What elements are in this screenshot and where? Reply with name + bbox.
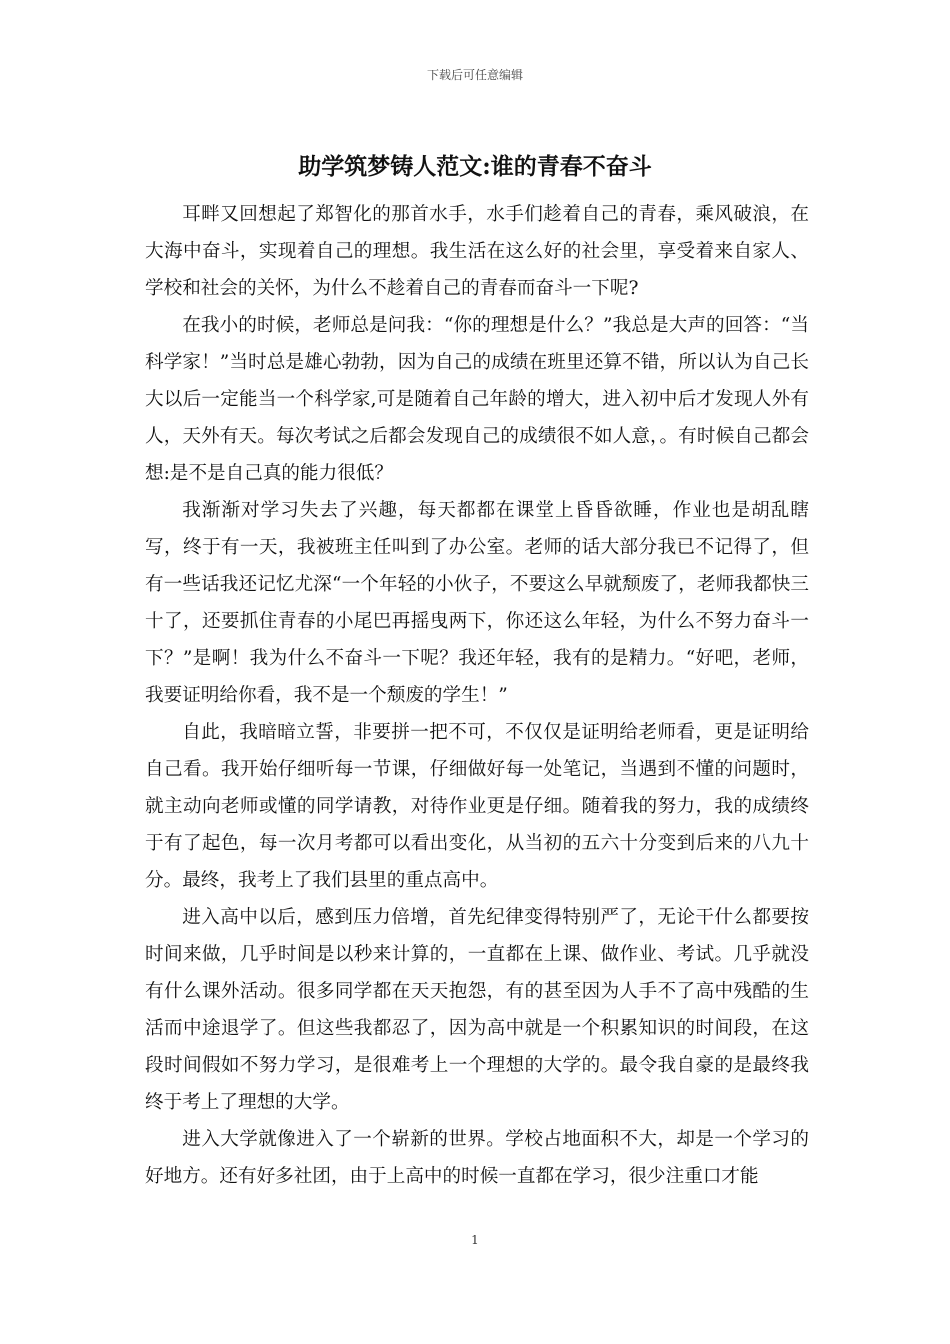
paragraph-3: 我渐渐对学习失去了兴趣，每天都都在课堂上昏昏欲睡，作业也是胡乱瞎写，终于有一天，我被班主任叫到了办公室。老师的话大部分我已不记得了，但有一些话我还记忆尤深“一个年轻的小伙子，不要这么早就颓废了，老师我都快三十了，还要抓住青春的小尾巴再摇曳两下，你还这么年轻，为什么不努力奋斗一下？”是啊！我为什么不奋斗一下呢？我还年轻，我有的是精力。“好吧，老师，我要证明给你看，我不是一个颓废的学生！” bbox=[145, 500, 809, 706]
document-body bbox=[145, 196, 809, 1195]
paragraph-5: 进入高中以后，感到压力倍增，首先纪律变得特别严了，无论干什么都要按时间来做，几乎时间是以秒来计算的，一直都在上课、做作业、考试。几乎就没有什么课外活动。很多同学都在天天抱怨，有的甚至因为人手不了高中残酷的生活而中途退学了。但这些我都忍了，因为高中就是一个积累知识的时间段，在这段时间假如不努力学习，是很难考上一个理想的大学的。最令我自豪的是最终我终于考上了理想的大学。 bbox=[145, 907, 809, 1113]
page-number: 1 bbox=[471, 1233, 479, 1247]
paragraph-2: 在我小的时候，老师总是问我：“你的理想是什么？”我总是大声的回答：“当科学家！”当时总是雄心勃勃，因为自己的成绩在班里还算不错，所以认为自己长大以后一定能当一个科学家,可是随着自己年龄的增大，进入初中后才发现人外有人，天外有天。每次考试之后都会发现自己的成绩很不如人意，。有时候自己都会想:是不是自己真的能力很低？ bbox=[145, 315, 809, 484]
paragraph-4: 自此，我暗暗立誓，非要拼一把不可，不仅仅是证明给老师看，更是证明给自己看。我开始仔细听每一节课，仔细做好每一处笔记，当遇到不懂的问题时，就主动向老师或懂的同学请教，对待作业更是仔细。随着我的努力，我的成绩终于有了起色，每一次月考都可以看出变化，从当初的五六十分变到后来的八九十分。最终，我考上了我们县里的重点高中。 bbox=[145, 722, 809, 891]
paragraph-6: 进入大学就像进入了一个崭新的世界。学校占地面积不大，却是一个学习的好地方。还有好多社团，由于上高中的时候一直都在学习，很少注重口才能 bbox=[145, 1129, 809, 1187]
header-note: 下载后可任意编辑 bbox=[426, 68, 523, 82]
document-title: 助学筑梦铸人范文:谁的青春不奋斗 bbox=[298, 153, 652, 180]
paragraph-1: 耳畔又回想起了郑智化的那首水手，水手们趁着自己的青春，乘风破浪，在大海中奋斗，实现着自己的理想。我生活在这么好的社会里，享受着来自家人、学校和社会的关怀，为什么不趁着自己的青春而奋斗一下呢? bbox=[145, 204, 809, 299]
